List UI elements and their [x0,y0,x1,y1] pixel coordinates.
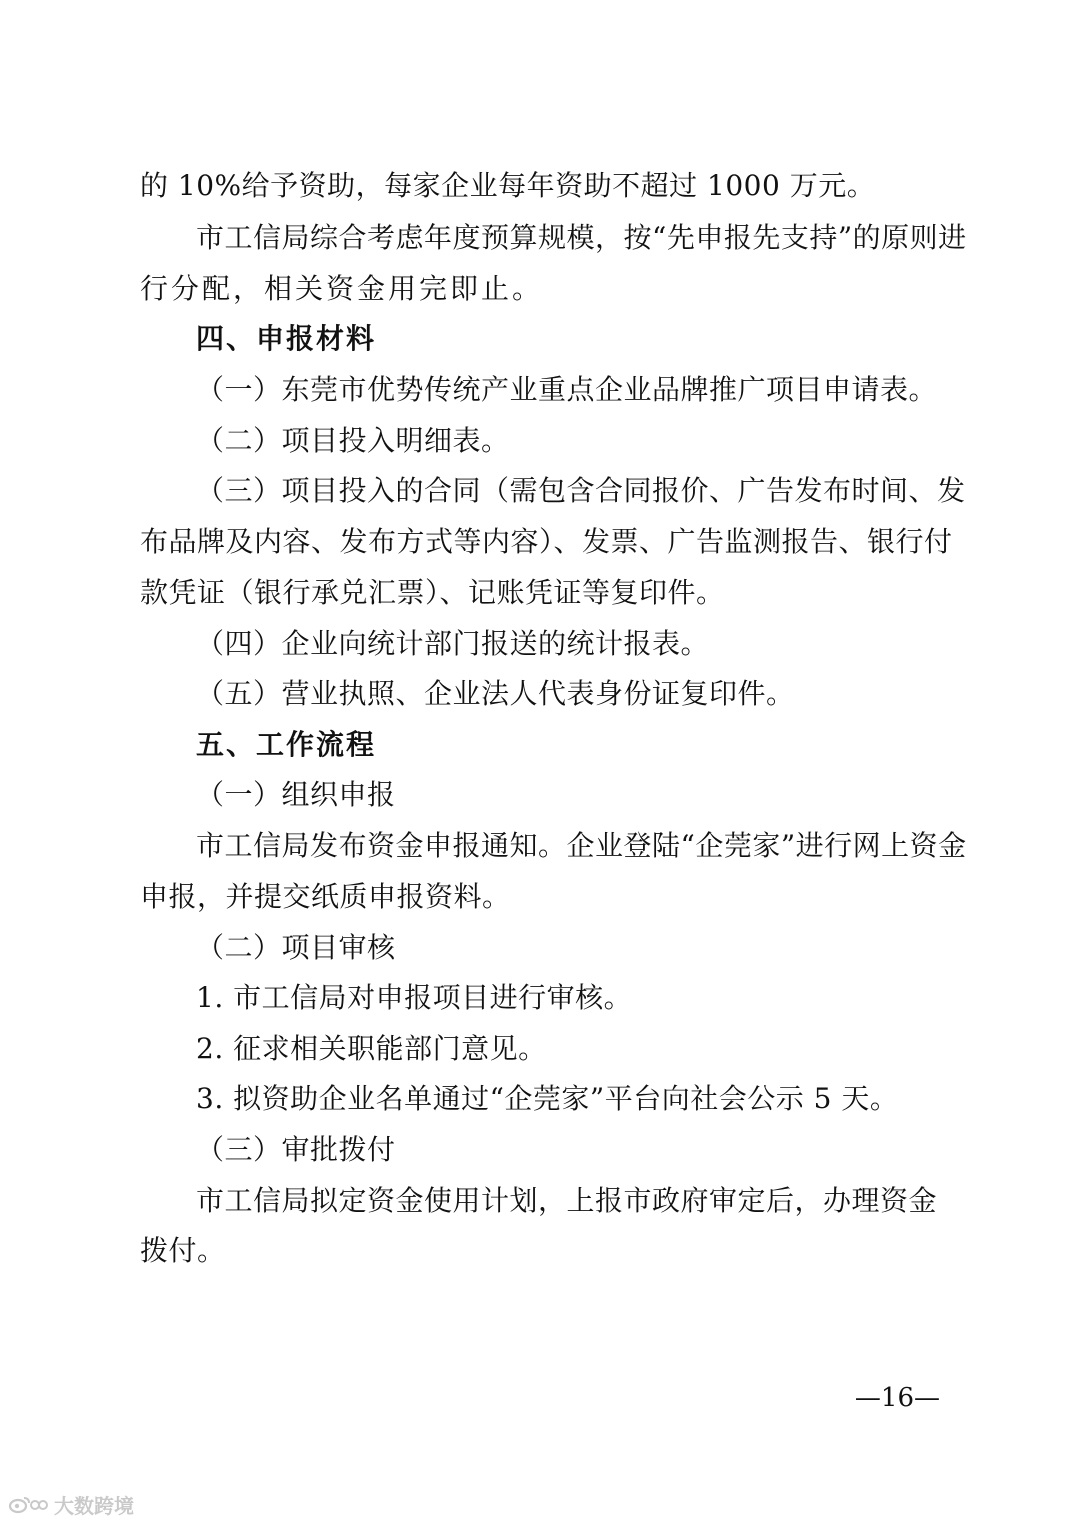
paragraph-line: 款凭证（银行承兑汇票）、记账凭证等复印件。 [140,576,725,609]
subsection-heading: （一）组织申报 [196,778,396,811]
watermark [8,1490,134,1518]
list-item: （四）企业向统计部门报送的统计报表。 [196,627,710,660]
section-heading: 五、工作流程 [196,728,377,761]
weibo-logo-icon [8,1493,48,1515]
list-item: 1. 市工信局对申报项目进行审核。 [196,981,633,1014]
page-number: —16— [854,1383,940,1413]
list-item: （五）营业执照、企业法人代表身份证复印件。 [196,677,795,710]
list-item: （一）东莞市优势传统产业重点企业品牌推广项目申请表。 [196,373,938,406]
subsection-heading: （二）项目审核 [196,931,396,964]
watermark-text: 大数跨境 [54,1493,134,1518]
paragraph-line: 市工信局综合考虑年度预算规模，按“先申报先支持”的原则进 [196,221,967,254]
list-item: 3. 拟资助企业名单通过“企莞家”平台向社会公示 5 天。 [196,1082,899,1115]
paragraph-line: 市工信局拟定资金使用计划，上报市政府审定后，办理资金 [196,1184,938,1217]
paragraph-line: 拨付。 [140,1234,226,1267]
paragraph-line: 行分配，相关资金用完即止。 [140,272,544,305]
paragraph-line: 的 10%给予资助，每家企业每年资助不超过 1000 万元。 [140,169,876,202]
paragraph-line: 市工信局发布资金申报通知。企业登陆“企莞家”进行网上资金 [196,829,967,862]
subsection-heading: （三）审批拨付 [196,1133,396,1166]
section-heading: 四、申报材料 [196,322,377,355]
list-item: 2. 征求相关职能部门意见。 [196,1032,547,1065]
paragraph-line: 布品牌及内容、发布方式等内容）、发票、广告监测报告、银行付 [140,525,953,558]
paragraph-line: 申报，并提交纸质申报资料。 [140,880,511,913]
list-item: （二）项目投入明细表。 [196,424,510,457]
list-item: （三）项目投入的合同（需包含合同报价、广告发布时间、发 [196,474,966,507]
